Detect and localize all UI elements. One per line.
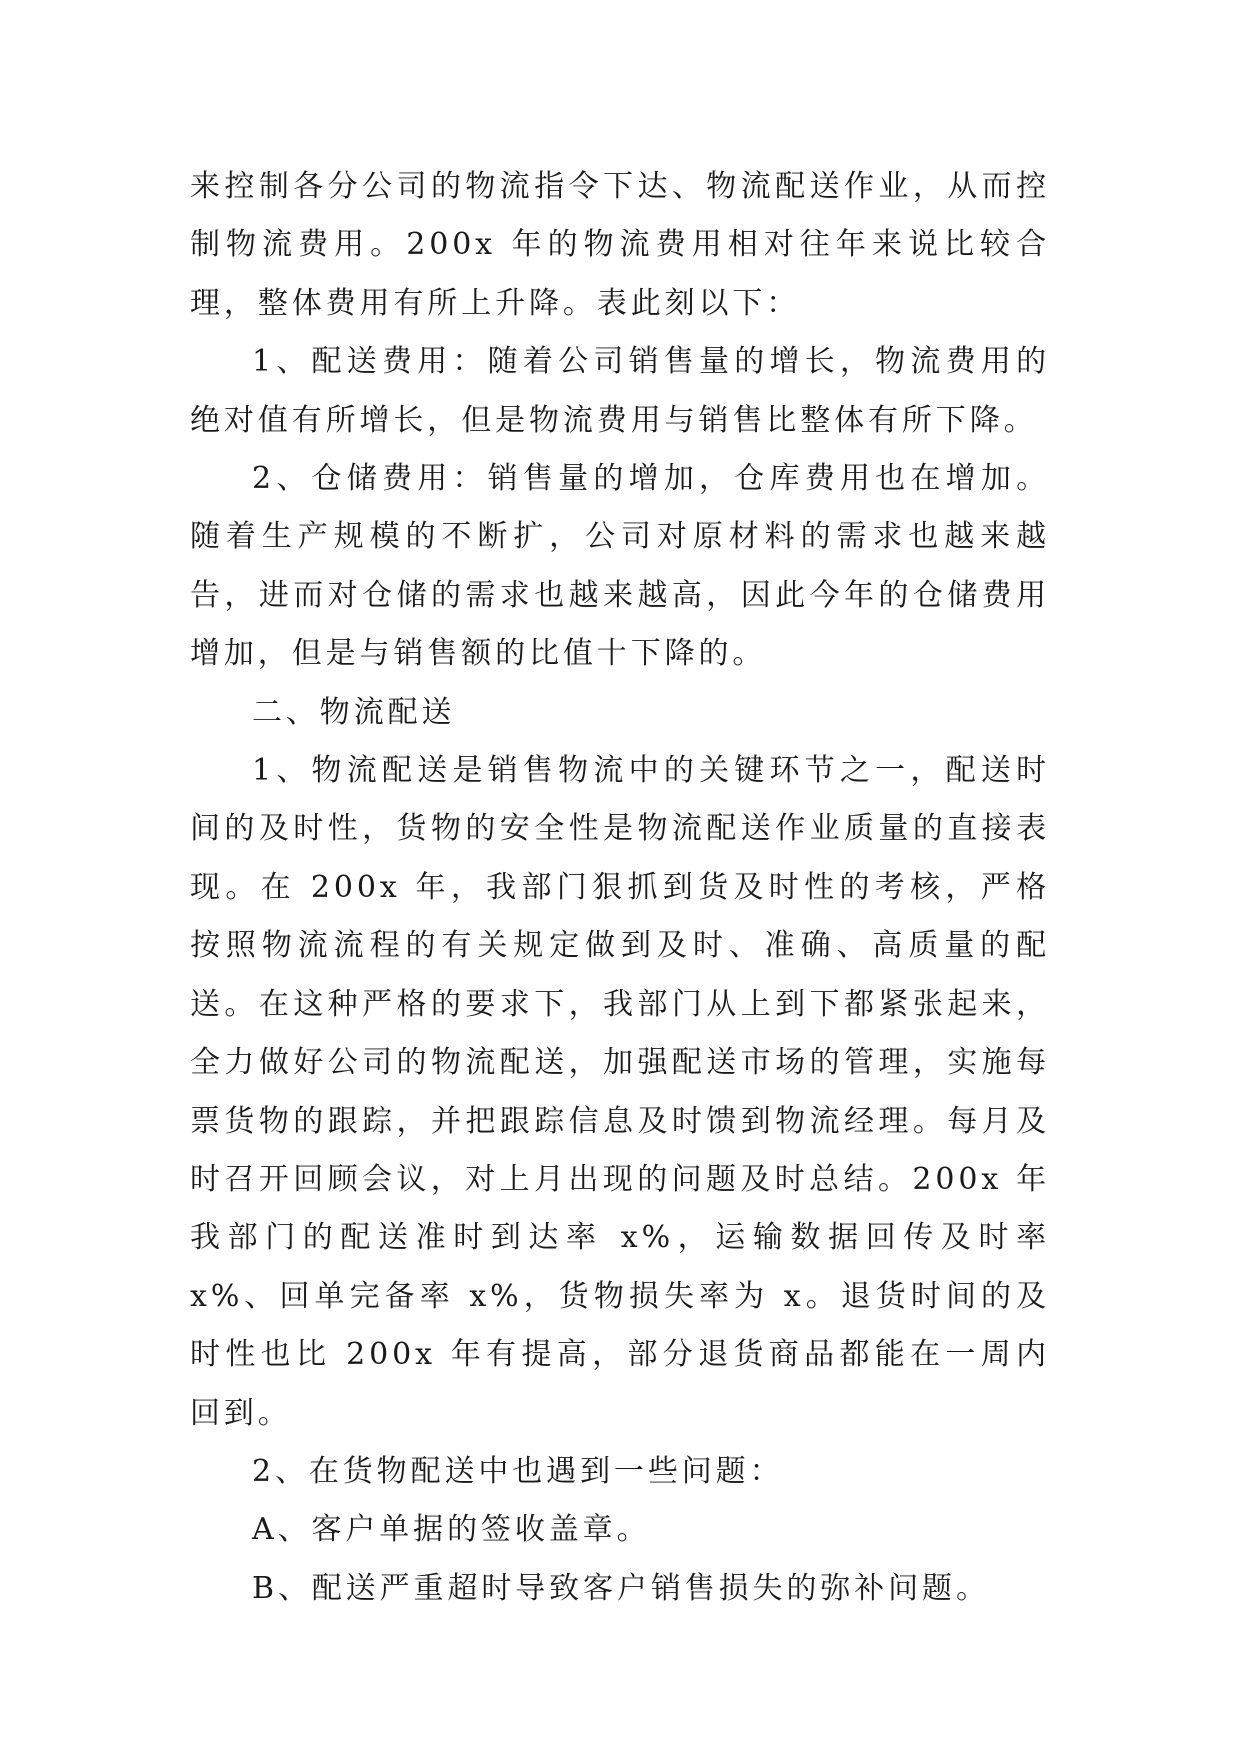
paragraph-1: 来控制各分公司的物流指令下达、物流配送作业，从而控制物流费用。200x 年的物流费用相对往年来说比较合理，整体费用有所上升降。表此刻以下： bbox=[190, 169, 1050, 321]
paragraph-delivery-cost: 1、配送费用：随着公司销售量的增长，物流费用的绝对值有所增长，但是物流费用与销售比整体有所下降。 bbox=[190, 344, 1050, 438]
paragraph-storage-cost: 2、仓储费用：销售量的增加，仓库费用也在增加。随着生产规模的不断扩，公司对原材料的需求也越来越告，进而对仓储的需求也越来越高，因此今年的仓储费用增加，但是与销售额的比值十下降的。 bbox=[190, 461, 1050, 672]
document-page bbox=[190, 158, 1050, 1618]
list-item-b: B、配送严重超时导致客户销售损失的弥补问题。 bbox=[252, 1570, 990, 1606]
paragraph-delivery-key-link: 1、物流配送是销售物流中的关键环节之一，配送时间的及时性，货物的安全性是物流配送作业质量的直接表现。在 200x 年，我部门狠抓到货及时性的考核，严格按照物流流程的有关规定做到及时、准确、高质量的配送。在这种严格的要求下，我部门从上到下都紧张起来，全力做好公司的物流配送，加强配送市场的管理，实施每票货物的跟踪，并把跟踪信息及时馈到物流经理。每月及时召开回顾会议，对上月出现的问题及时总结。200x 年我部门的配送准时到达率 x%，运输数据回传及时率 x%、回单完备率 x%，货物损失率为 x。退货时间的及时性也比 200x 年有提高，部分退货商品都能在一周内回到。 bbox=[190, 753, 1050, 1431]
paragraph-delivery-problems: 2、在货物配送中也遇到一些问题： bbox=[252, 1453, 784, 1489]
section-heading-logistics-delivery: 二、物流配送 bbox=[252, 694, 456, 730]
list-item-a: A、客户单据的签收盖章。 bbox=[252, 1512, 651, 1548]
